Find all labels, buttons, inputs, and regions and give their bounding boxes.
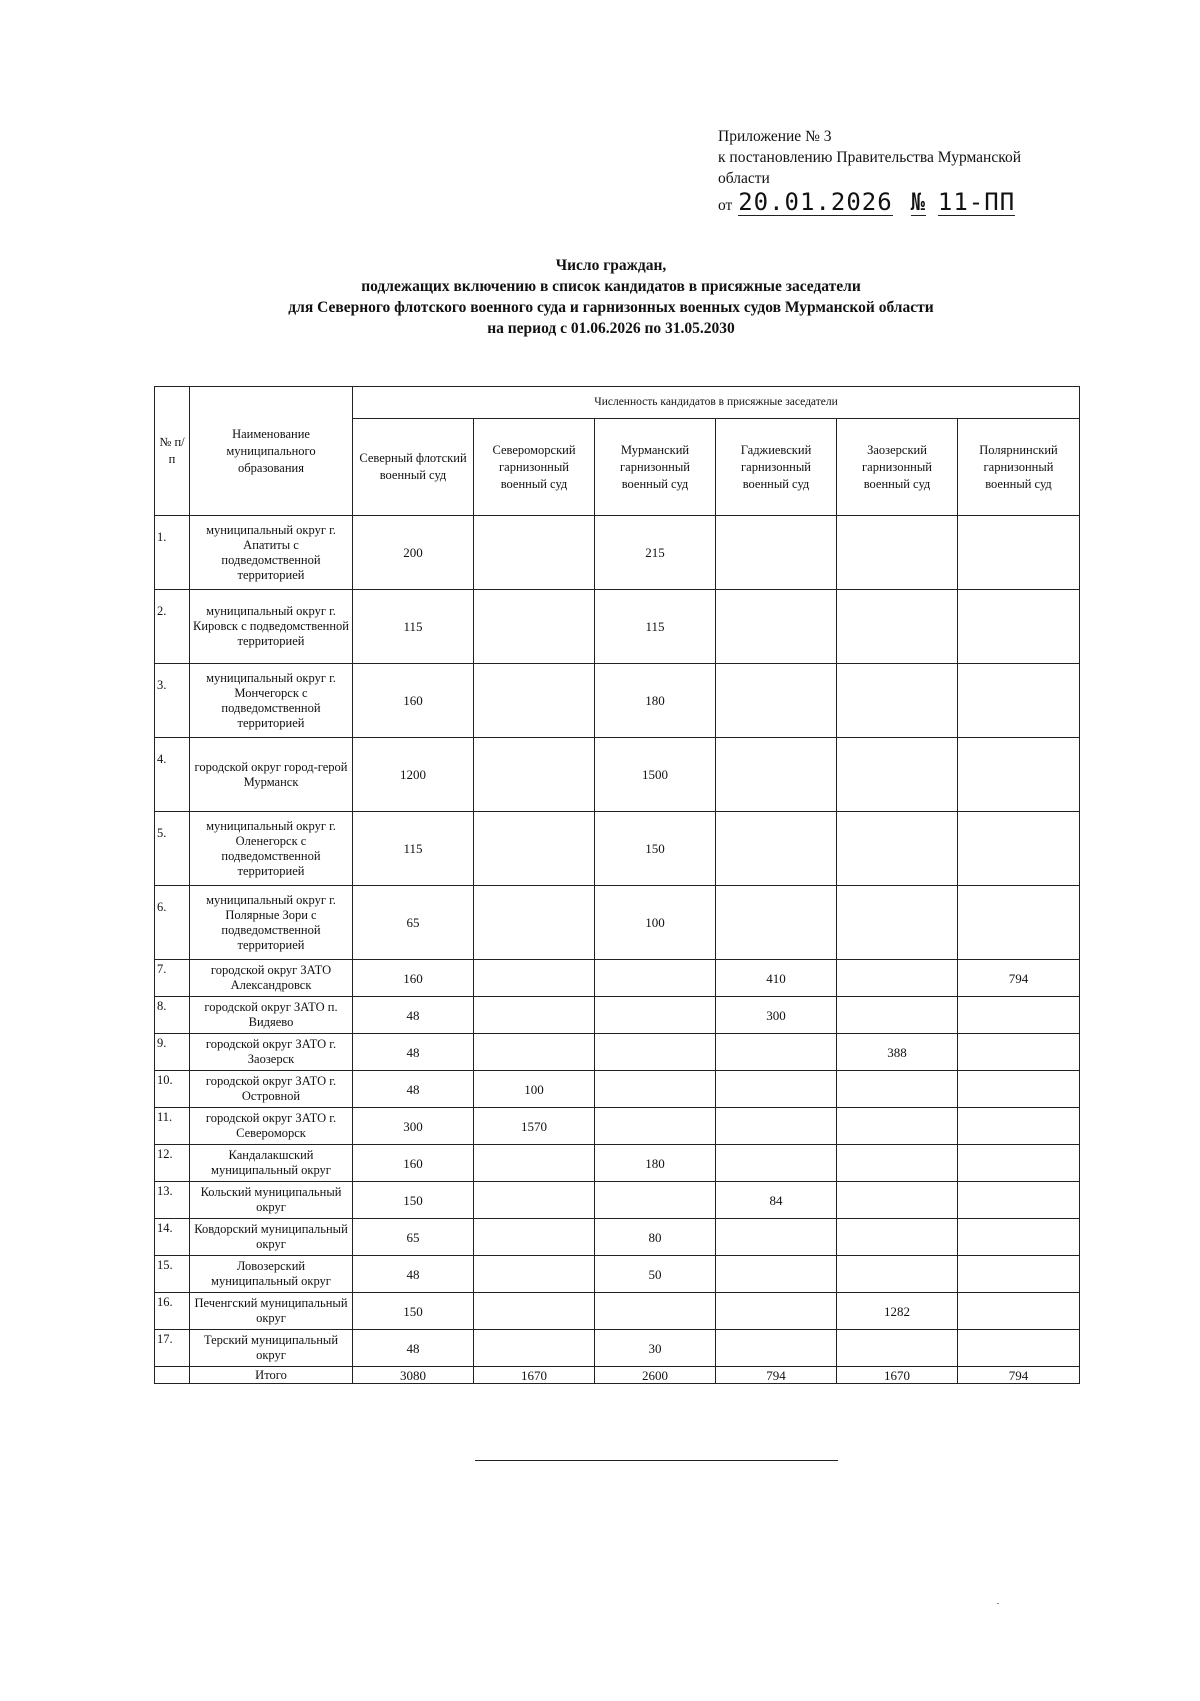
table-row xyxy=(155,997,1080,1034)
cell-zaozersk-court xyxy=(837,886,958,960)
title-line-1: Число граждан, xyxy=(555,257,667,274)
cell-severomorsk-court xyxy=(474,1182,595,1219)
cell-gadzhievo-court xyxy=(716,664,837,738)
cell-murmansk-court: 150 xyxy=(595,812,716,886)
header-severomorsk-court: Североморский гарнизонный военный суд xyxy=(474,419,595,516)
cell-severomorsk-court xyxy=(474,1034,595,1071)
cell-northern-fleet-court: 160 xyxy=(353,664,474,738)
cell-severomorsk-court xyxy=(474,886,595,960)
header-municipality: Наименование муниципального образования xyxy=(190,387,353,516)
cell-polyarny-court xyxy=(958,1182,1080,1219)
table-row xyxy=(155,516,1080,590)
total-row xyxy=(155,1367,1080,1384)
cell-zaozersk-court xyxy=(837,1330,958,1367)
appendix-line-1: Приложение № 3 xyxy=(718,128,832,145)
row-number: 14. xyxy=(155,1219,190,1256)
cell-murmansk-court xyxy=(595,1182,716,1219)
row-number: 16. xyxy=(155,1293,190,1330)
cell-severomorsk-court xyxy=(474,1256,595,1293)
municipality-name: Печенгский муниципальный округ xyxy=(190,1293,353,1330)
title-line-4: на период с 01.06.2026 по 31.05.2030 xyxy=(487,320,735,337)
cell-severomorsk-court xyxy=(474,590,595,664)
total-severomorsk-court: 1670 xyxy=(474,1367,595,1384)
cell-gadzhievo-court xyxy=(716,1293,837,1330)
cell-zaozersk-court xyxy=(837,1256,958,1293)
cell-northern-fleet-court: 48 xyxy=(353,1071,474,1108)
header-candidates-group: Численность кандидатов в присяжные заседатели xyxy=(353,387,1080,419)
municipality-name: городской округ ЗАТО г. Островной xyxy=(190,1071,353,1108)
cell-polyarny-court xyxy=(958,812,1080,886)
cell-severomorsk-court xyxy=(474,997,595,1034)
table-row xyxy=(155,664,1080,738)
cell-northern-fleet-court: 160 xyxy=(353,1145,474,1182)
cell-gadzhievo-court xyxy=(716,590,837,664)
cell-northern-fleet-court: 48 xyxy=(353,1034,474,1071)
total-polyarny-court: 794 xyxy=(958,1367,1080,1384)
row-number: 6. xyxy=(155,886,190,960)
table-row xyxy=(155,1293,1080,1330)
header-northern-fleet-court: Северный флотский военный суд xyxy=(353,419,474,516)
title-line-2: подлежащих включению в список кандидатов в присяжные заседатели xyxy=(361,278,861,295)
cell-zaozersk-court xyxy=(837,1108,958,1145)
appendix-line-3: области xyxy=(718,170,770,187)
table-row xyxy=(155,1145,1080,1182)
total-number-cell xyxy=(155,1367,190,1384)
row-number: 9. xyxy=(155,1034,190,1071)
cell-zaozersk-court xyxy=(837,590,958,664)
cell-gadzhievo-court xyxy=(716,1330,837,1367)
row-number: 13. xyxy=(155,1182,190,1219)
cell-severomorsk-court: 1570 xyxy=(474,1108,595,1145)
cell-polyarny-court xyxy=(958,738,1080,812)
cell-polyarny-court xyxy=(958,1108,1080,1145)
cell-severomorsk-court xyxy=(474,1219,595,1256)
cell-polyarny-court xyxy=(958,664,1080,738)
table-row xyxy=(155,1071,1080,1108)
cell-polyarny-court xyxy=(958,1071,1080,1108)
cell-zaozersk-court xyxy=(837,1182,958,1219)
table-row xyxy=(155,886,1080,960)
candidates-table xyxy=(154,386,1080,1384)
cell-zaozersk-court xyxy=(837,1071,958,1108)
cell-gadzhievo-court xyxy=(716,1219,837,1256)
cell-zaozersk-court xyxy=(837,738,958,812)
municipality-name: муниципальный округ г. Кировск с подведомственной территорией xyxy=(190,590,353,664)
table-row xyxy=(155,1182,1080,1219)
row-number: 17. xyxy=(155,1330,190,1367)
row-number: 12. xyxy=(155,1145,190,1182)
cell-polyarny-court xyxy=(958,1293,1080,1330)
municipality-name: городской округ ЗАТО г. Североморск xyxy=(190,1108,353,1145)
cell-severomorsk-court xyxy=(474,960,595,997)
cell-polyarny-court xyxy=(958,1145,1080,1182)
table-row xyxy=(155,738,1080,812)
municipality-name: муниципальный округ г. Мончегорск с подведомственной территорией xyxy=(190,664,353,738)
cell-northern-fleet-court: 300 xyxy=(353,1108,474,1145)
cell-zaozersk-court xyxy=(837,997,958,1034)
cell-gadzhievo-court xyxy=(716,1145,837,1182)
municipality-name: городской округ ЗАТО п. Видяево xyxy=(190,997,353,1034)
row-number: 8. xyxy=(155,997,190,1034)
cell-zaozersk-court xyxy=(837,960,958,997)
cell-northern-fleet-court: 115 xyxy=(353,812,474,886)
number-sign: № xyxy=(910,188,927,216)
cell-polyarny-court xyxy=(958,516,1080,590)
cell-gadzhievo-court xyxy=(716,516,837,590)
cell-murmansk-court: 180 xyxy=(595,664,716,738)
table-row xyxy=(155,1256,1080,1293)
cell-murmansk-court xyxy=(595,997,716,1034)
row-number: 11. xyxy=(155,1108,190,1145)
cell-zaozersk-court: 388 xyxy=(837,1034,958,1071)
row-number: 2. xyxy=(155,590,190,664)
table-row xyxy=(155,1219,1080,1256)
row-number: 5. xyxy=(155,812,190,886)
row-number: 4. xyxy=(155,738,190,812)
cell-polyarny-court xyxy=(958,1330,1080,1367)
cell-murmansk-court xyxy=(595,1034,716,1071)
total-gadzhievo-court: 794 xyxy=(716,1367,837,1384)
cell-gadzhievo-court xyxy=(716,738,837,812)
cell-gadzhievo-court xyxy=(716,1108,837,1145)
cell-polyarny-court xyxy=(958,1256,1080,1293)
table-row xyxy=(155,1108,1080,1145)
cell-severomorsk-court xyxy=(474,664,595,738)
row-number: 3. xyxy=(155,664,190,738)
cell-murmansk-court xyxy=(595,960,716,997)
cell-northern-fleet-court: 48 xyxy=(353,1256,474,1293)
cell-murmansk-court: 30 xyxy=(595,1330,716,1367)
table-row xyxy=(155,1034,1080,1071)
total-zaozersk-court: 1670 xyxy=(837,1367,958,1384)
row-number: 1. xyxy=(155,516,190,590)
total-northern-fleet-court: 3080 xyxy=(353,1367,474,1384)
title-line-3: для Северного флотского военного суда и гарнизонных военных судов Мурманской области xyxy=(288,299,934,316)
cell-murmansk-court xyxy=(595,1293,716,1330)
date-prefix: от xyxy=(718,197,733,214)
cell-northern-fleet-court: 115 xyxy=(353,590,474,664)
cell-zaozersk-court xyxy=(837,812,958,886)
cell-gadzhievo-court: 410 xyxy=(716,960,837,997)
cell-murmansk-court: 100 xyxy=(595,886,716,960)
resolution-number: 11-ПП xyxy=(937,188,1016,216)
cell-zaozersk-court xyxy=(837,1145,958,1182)
table-row xyxy=(155,812,1080,886)
appendix-block xyxy=(718,126,1158,218)
cell-zaozersk-court: 1282 xyxy=(837,1293,958,1330)
row-number: 7. xyxy=(155,960,190,997)
cell-gadzhievo-court xyxy=(716,1071,837,1108)
table-row xyxy=(155,960,1080,997)
municipality-name: городской округ ЗАТО г. Заозерск xyxy=(190,1034,353,1071)
municipality-name: городской округ город-герой Мурманск xyxy=(190,738,353,812)
cell-zaozersk-court xyxy=(837,1219,958,1256)
cell-polyarny-court: 794 xyxy=(958,960,1080,997)
cell-severomorsk-court xyxy=(474,516,595,590)
appendix-line-2: к постановлению Правительства Мурманской xyxy=(718,149,1021,166)
cell-murmansk-court: 1500 xyxy=(595,738,716,812)
header-zaozersk-court: Заозерский гарнизонный военный суд xyxy=(837,419,958,516)
cell-murmansk-court xyxy=(595,1108,716,1145)
cell-polyarny-court xyxy=(958,1034,1080,1071)
municipality-name: Терский муниципальный округ xyxy=(190,1330,353,1367)
cell-severomorsk-court: 100 xyxy=(474,1071,595,1108)
cell-gadzhievo-court xyxy=(716,886,837,960)
cell-gadzhievo-court: 300 xyxy=(716,997,837,1034)
municipality-name: муниципальный округ г. Оленегорск с подведомственной территорией xyxy=(190,812,353,886)
cell-gadzhievo-court xyxy=(716,1034,837,1071)
scan-artifact xyxy=(997,1603,999,1604)
cell-severomorsk-court xyxy=(474,812,595,886)
municipality-name: городской округ ЗАТО Александровск xyxy=(190,960,353,997)
cell-northern-fleet-court: 160 xyxy=(353,960,474,997)
cell-gadzhievo-court xyxy=(716,812,837,886)
resolution-date: 20.01.2026 xyxy=(738,188,893,216)
cell-severomorsk-court xyxy=(474,738,595,812)
bottom-rule xyxy=(475,1460,838,1461)
total-murmansk-court: 2600 xyxy=(595,1367,716,1384)
municipality-name: муниципальный округ г. Полярные Зори с подведомственной территорией xyxy=(190,886,353,960)
cell-murmansk-court xyxy=(595,1071,716,1108)
cell-polyarny-court xyxy=(958,590,1080,664)
cell-murmansk-court: 215 xyxy=(595,516,716,590)
cell-murmansk-court: 115 xyxy=(595,590,716,664)
cell-murmansk-court: 180 xyxy=(595,1145,716,1182)
municipality-name: Кандалакшский муниципальный округ xyxy=(190,1145,353,1182)
cell-northern-fleet-court: 150 xyxy=(353,1182,474,1219)
cell-gadzhievo-court: 84 xyxy=(716,1182,837,1219)
cell-gadzhievo-court xyxy=(716,1256,837,1293)
municipality-name: Кольский муниципальный округ xyxy=(190,1182,353,1219)
cell-polyarny-court xyxy=(958,1219,1080,1256)
cell-zaozersk-court xyxy=(837,664,958,738)
cell-murmansk-court: 80 xyxy=(595,1219,716,1256)
header-murmansk-court: Мурманский гарнизонный военный суд xyxy=(595,419,716,516)
cell-zaozersk-court xyxy=(837,516,958,590)
cell-northern-fleet-court: 48 xyxy=(353,1330,474,1367)
table-row xyxy=(155,1330,1080,1367)
municipality-name: Ловозерский муниципальный округ xyxy=(190,1256,353,1293)
total-label: Итого xyxy=(190,1367,353,1384)
cell-murmansk-court: 50 xyxy=(595,1256,716,1293)
municipality-name: муниципальный округ г. Апатиты с подведомственной территорией xyxy=(190,516,353,590)
row-number: 10. xyxy=(155,1071,190,1108)
cell-severomorsk-court xyxy=(474,1330,595,1367)
appendix-dateline xyxy=(718,189,1158,218)
cell-northern-fleet-court: 48 xyxy=(353,997,474,1034)
cell-northern-fleet-court: 200 xyxy=(353,516,474,590)
header-polyarny-court: Полярнинский гарнизонный военный суд xyxy=(958,419,1080,516)
header-number: № п/п xyxy=(155,387,190,516)
cell-polyarny-court xyxy=(958,886,1080,960)
cell-severomorsk-court xyxy=(474,1293,595,1330)
header-gadzhievo-court: Гаджиевский гарнизонный военный суд xyxy=(716,419,837,516)
cell-severomorsk-court xyxy=(474,1145,595,1182)
cell-northern-fleet-court: 1200 xyxy=(353,738,474,812)
table-row xyxy=(155,590,1080,664)
cell-northern-fleet-court: 65 xyxy=(353,1219,474,1256)
document-title xyxy=(160,255,1062,339)
cell-polyarny-court xyxy=(958,997,1080,1034)
row-number: 15. xyxy=(155,1256,190,1293)
cell-northern-fleet-court: 150 xyxy=(353,1293,474,1330)
municipality-name: Ковдорский муниципальный округ xyxy=(190,1219,353,1256)
cell-northern-fleet-court: 65 xyxy=(353,886,474,960)
